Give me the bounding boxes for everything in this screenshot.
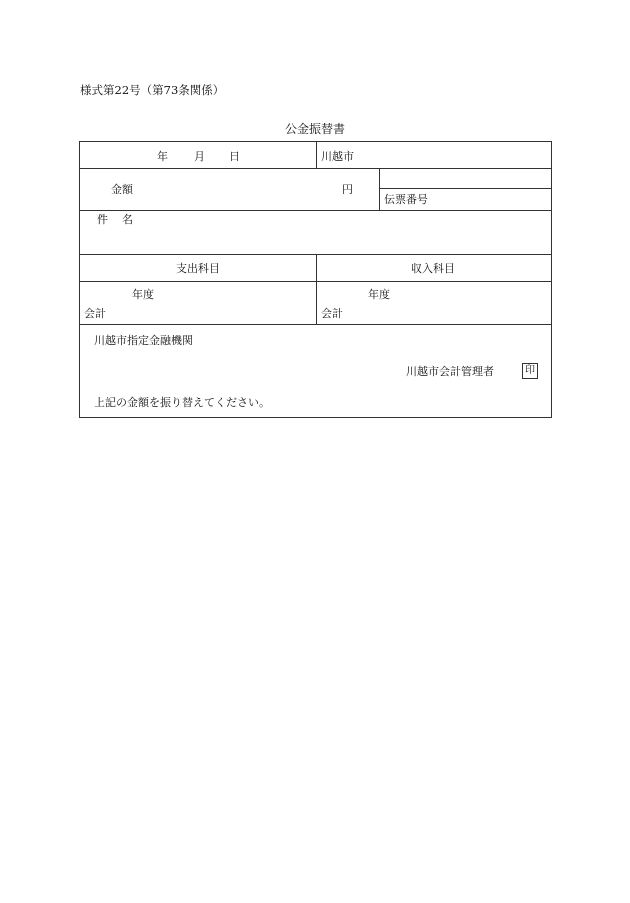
subject-label-part2: 名 <box>122 213 133 226</box>
voucher-column-divider <box>379 168 380 210</box>
yen-unit: 円 <box>342 183 353 196</box>
row-divider-amount <box>80 210 551 211</box>
voucher-number-label: 伝票番号 <box>384 193 428 206</box>
amount-label: 金額 <box>111 183 133 196</box>
date-year-label: 年 <box>157 150 168 163</box>
transfer-form <box>79 141 552 418</box>
seal-mark: 印 <box>522 363 538 379</box>
revenue-fiscal-year: 年度 <box>368 288 390 301</box>
date-month-label: 月 <box>194 150 205 163</box>
document-title: 公金振替書 <box>284 122 345 136</box>
date-day-label: 日 <box>229 150 240 163</box>
city-label: 川越市 <box>321 150 354 163</box>
accounting-manager: 川越市会計管理者 <box>406 365 494 378</box>
date-column-divider <box>316 142 317 168</box>
voucher-divider <box>379 188 551 189</box>
revenue-account: 会計 <box>321 307 343 320</box>
expenditure-fiscal-year: 年度 <box>132 288 154 301</box>
designated-bank: 川越市指定金融機関 <box>94 334 193 347</box>
transfer-instruction: 上記の金額を振り替えてください。 <box>94 396 270 409</box>
expenditure-account: 会計 <box>84 307 106 320</box>
row-divider-account <box>80 324 551 325</box>
revenue-account-header: 収入科目 <box>411 262 455 275</box>
subject-label-part1: 件 <box>97 213 108 226</box>
account-column-divider <box>316 254 317 324</box>
row-divider-date <box>80 168 551 169</box>
form-number: 様式第22号（第73条関係） <box>80 83 225 97</box>
expenditure-account-header: 支出科目 <box>176 262 220 275</box>
